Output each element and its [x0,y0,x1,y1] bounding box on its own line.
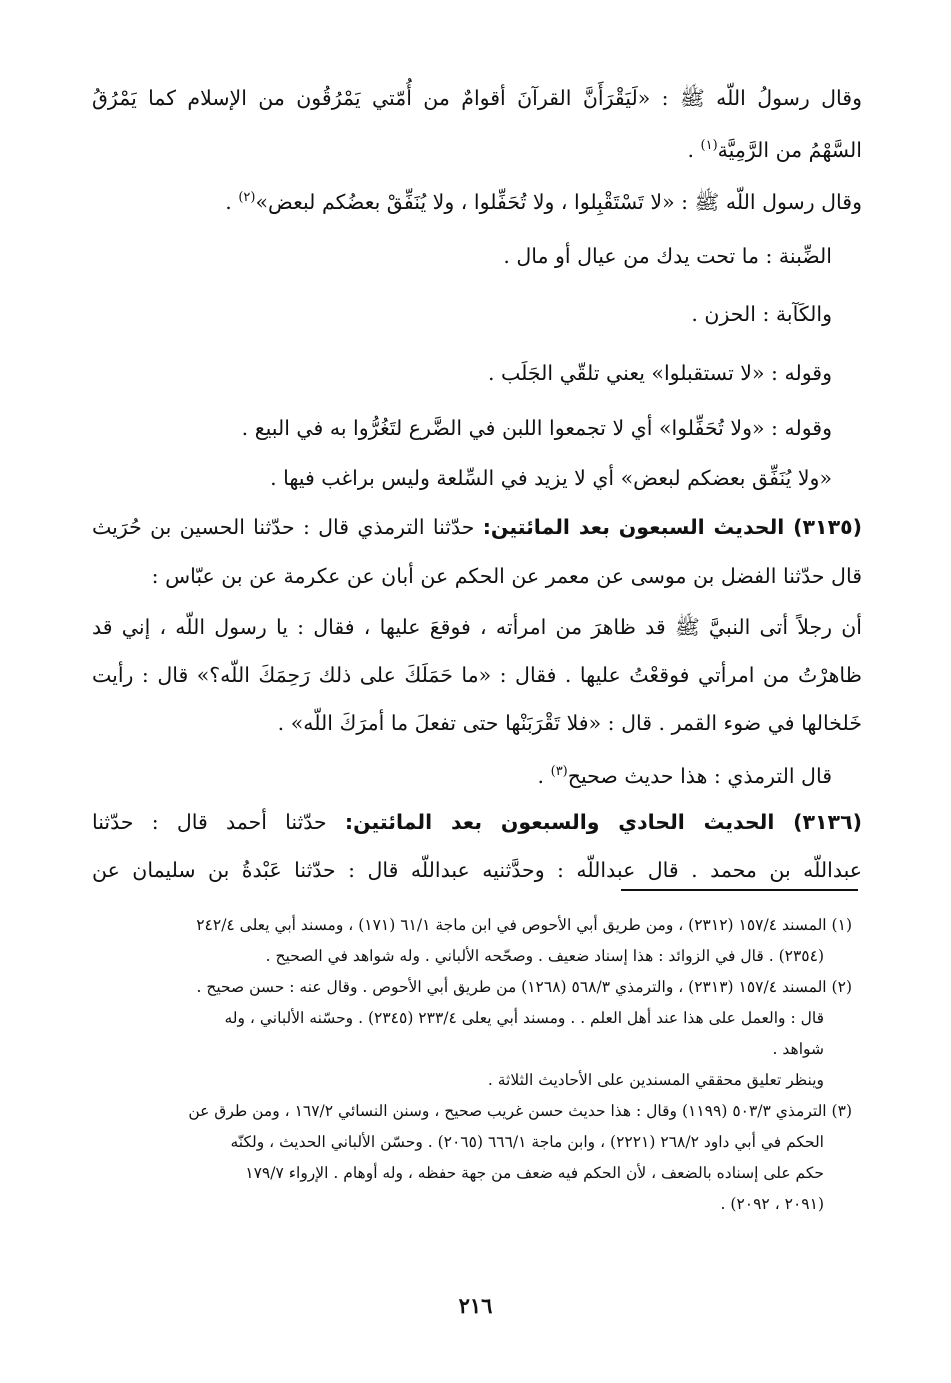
footnote-3-cont: حكم على إسناده بالضعف ، لأن الحكم فيه ضعف من جهة حفظه ، وله أوهام . الإرواء ١٧٩/٧ [245,1164,824,1182]
text-line-7: وقوله : «ولا تُحَفِّلوا» أي لا تجمعوا اللبن في الضَّرع لتَغُرُّوا به في البيع . [241,416,832,440]
footnote-2-cont: قال : والعمل على هذا عند أهل العلم . . ومسند أبي يعلى ٢٣٣/٤ (٢٣٤٥) . وحسّنه الألباني ، وله [224,1009,824,1027]
text-line-5: والكَآبة : الحزن . [691,302,832,326]
text-line-3: وقال رسول اللّه ﷺ : «لا تَسْتَقْبِلوا ، ولا تُحَفِّلوا ، ولا يُنَفِّقْ بعضُكم لبعض»$^{(٢)}$ . [225,189,862,214]
footnote-1: (١) المسند ١٥٧/٤ (٢٣١٢) ، ومن طريق أبي الأحوص في ابن ماجة ٦١/١ (١٧١) ، ومسند أبي يعلى ٢٤٢/٤ [196,916,852,934]
text-line-10: قال حدّثنا الفضل بن موسى عن معمر عن الحكم عن أبان عن عكرمة عن بن عبّاس : [151,564,862,588]
text-line-1: وقال رسولُ اللّه ﷺ : «لَيَقْرَأَنَّ القرآنَ أقوامٌ من أُمّتي يَمْرُقُون من الإسلام كما يَمْرُقُ [92,86,862,110]
footnote-ref-1: (١) [700,138,718,153]
footnote-3-cont: الحكم في أبي داود ٢٦٨/٢ (٢٢٢١) ، وابن ماجة ٦٦٦/١ (٢٠٦٥) . وحسّن الألباني الحديث ، ولكنّه [230,1133,824,1151]
footnote-2: (٢) المسند ١٥٧/٤ (٢٣١٣) ، والترمذي ٥٦٨/٣ (١٢٦٨) من طريق أبي الأحوص . وقال عنه : حسن صحيح . [196,978,852,996]
footnote-2-cont: وينظر تعليق محققي المسندين على الأحاديث الثلاثة . [487,1071,824,1089]
text-line-2: السَّهْمُ من الرَّمِيَّة$^{(١)}$ . [687,137,862,162]
footnotes [92,910,852,1220]
footnote-2-number: (٢) [831,978,852,996]
text-line-8: «ولا يُنَفِّق بعضكم لبعض» أي لا يزيد في السِّلعة وليس براغب فيها . [270,466,832,490]
hadith-3135-heading: (٣١٣٥) الحديث السبعون بعد المائتين: حدّثنا الترمذي قال : حدّثنا الحسين بن حُرَيث [92,515,862,539]
footnote-ref-2: (٢) [238,190,256,205]
text-line-6: وقوله : «لا تستقبلوا» يعني تلقّي الجَلَب . [487,361,832,385]
text-line-16: عبداللّه بن محمد . قال عبداللّه : وحدَّثنيه عبداللّه قال : حدّثنا عَبْدةُ بن سليمان عن [92,858,862,882]
text-line-14: قال الترمذي : هذا حديث صحيح$^{(٣)}$ . [537,763,832,788]
footnote-3-cont: (٢٠٩١ ، ٢٠٩٢) . [720,1195,824,1213]
footnote-ref-3: (٣) [550,764,568,779]
footnote-3: (٣) الترمذي ٥٠٣/٣ (١١٩٩) وقال : هذا حديث حسن غريب صحيح ، وسنن النسائي ١٦٧/٢ ، ومن طرق عن [188,1102,852,1120]
footnote-3-number: (٣) [831,1102,852,1120]
footnote-1-number: (١) [831,916,852,934]
footnote-separator [621,889,858,891]
footnote-2-cont: شواهد . [772,1040,824,1058]
text-line-4: الضِّبنة : ما تحت يدك من عيال أو مال . [503,244,832,268]
text-line-12: ظاهرْتُ من امرأتي فوقعْتُ عليها . فقال : «ما حَمَلَكَ على ذلك رَحِمَكَ اللّه؟» قال : رأيت [92,663,862,687]
main-text [92,74,862,892]
hadith-number-3135: (٣١٣٥) الحديث السبعون بعد المائتين: [482,515,862,539]
hadith-number-3136: (٣١٣٦) الحديث الحادي والسبعون بعد المائتين: [344,810,862,834]
page-number: ٢١٦ [458,1293,493,1318]
text-line-13: خَلخالها في ضوء القمر . قال : «فلا تَقْرَبَنْها حتى تفعلَ ما أمرَكَ اللّه» . [277,711,862,735]
hadith-3136-heading: (٣١٣٦) الحديث الحادي والسبعون بعد المائتين: حدّثنا أحمد قال : حدّثنا [92,810,862,834]
text-line-11: أن رجلاً أتى النبيَّ ﷺ قد ظاهرَ من امرأته ، فوقعَ عليها ، فقال : يا رسول اللّه ، إني قد [92,615,862,639]
footnote-1-cont: (٢٣٥٤) . قال في الزوائد : هذا إسناد ضعيف . وصحّحه الألباني . وله شواهد في الصحيح . [265,947,824,965]
